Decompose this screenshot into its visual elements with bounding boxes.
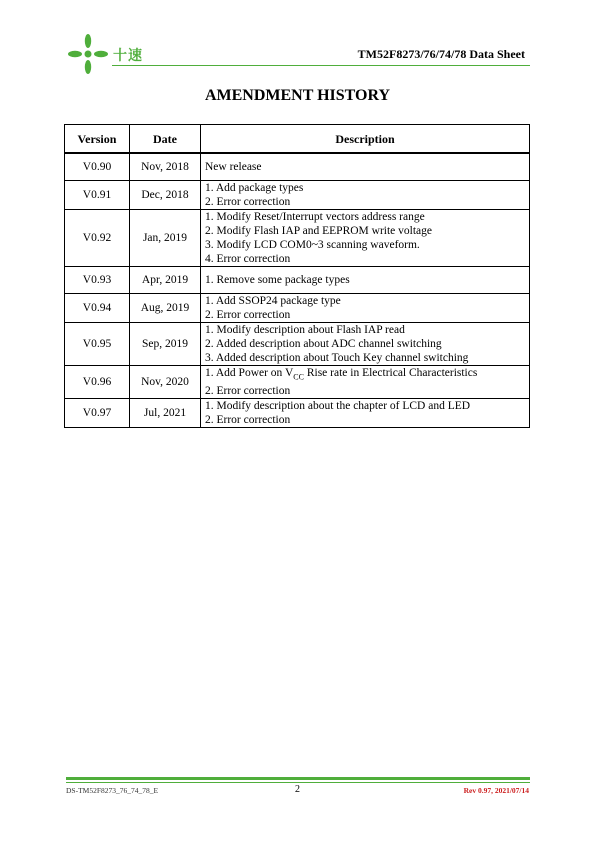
column-header-description: Description [201,125,530,154]
description-line: 3. Added description about Touch Key channel switching [205,351,469,364]
revision-label: Rev 0.97, 2021/07/14 [463,786,529,795]
date-cell: Nov, 2020 [130,365,201,398]
description-line: 2. Error correction [205,413,291,426]
table-row [65,293,530,322]
table-row [65,365,530,398]
version-cell: V0.91 [65,180,130,209]
description-line: 1. Remove some package types [205,273,350,286]
document-header-title: TM52F8273/76/74/78 Data Sheet [357,47,525,61]
table-header-row [65,125,530,154]
document-id: DS-TM52F8273_76_74_78_E [66,786,159,795]
page-number: 2 [295,784,300,795]
description-line: 2. Error correction [205,195,291,208]
description-cell [201,365,530,398]
description-cell [201,266,530,293]
header-divider [112,65,530,66]
date-cell: Jul, 2021 [130,398,201,427]
table-row [65,180,530,209]
description-line: 2. Added description about ADC channel switching [205,337,442,350]
table-row [65,153,530,180]
subscript-text: CC [293,371,304,381]
date-cell: Dec, 2018 [130,180,201,209]
page-title: AMENDMENT HISTORY [204,87,391,104]
description-cell [201,209,530,266]
description-line: 3. Modify LCD COM0~3 scanning waveform. [205,238,420,251]
date-cell: Aug, 2019 [130,293,201,322]
description-line: 4. Error correction [205,252,291,265]
version-cell: V0.90 [65,153,130,180]
description-line: New release [205,160,262,173]
footer-divider-thin [66,782,530,783]
description-cell [201,180,530,209]
description-cell [201,153,530,180]
version-cell: V0.96 [65,365,130,398]
description-text: 1. Add Power on V [205,366,294,379]
table-row [65,322,530,365]
description-line: 2. Modify Flash IAP and EEPROM write voltage [205,224,433,237]
date-cell: Apr, 2019 [130,266,201,293]
amendment-history-table [64,124,530,428]
description-line: 2. Error correction [205,384,291,397]
date-cell: Jan, 2019 [130,209,201,266]
description-line [205,366,525,384]
description-line: 1. Add package types [205,181,304,194]
version-cell: V0.97 [65,398,130,427]
version-cell: V0.92 [65,209,130,266]
version-cell: V0.94 [65,293,130,322]
column-header-version: Version [65,125,130,154]
description-text: Rise rate in Electrical Characteristics [303,366,478,379]
description-line: 1. Add SSOP24 package type [205,294,341,307]
table-row [65,398,530,427]
description-cell [201,293,530,322]
table-row [65,209,530,266]
description-line: 2. Error correction [205,308,291,321]
date-cell: Nov, 2018 [130,153,201,180]
logo-text: 十速 [113,48,143,64]
table-row [65,266,530,293]
description-cell [201,398,530,427]
description-line: 1. Modify description about Flash IAP read [205,323,405,336]
description-line: 1. Modify description about the chapter of LCD and LED [205,399,471,412]
footer-divider [66,777,530,780]
company-logo [66,32,110,76]
date-cell: Sep, 2019 [130,322,201,365]
version-cell: V0.95 [65,322,130,365]
description-line: 1. Modify Reset/Interrupt vectors address range [205,210,425,223]
column-header-date: Date [130,125,201,154]
version-cell: V0.93 [65,266,130,293]
description-cell [201,322,530,365]
